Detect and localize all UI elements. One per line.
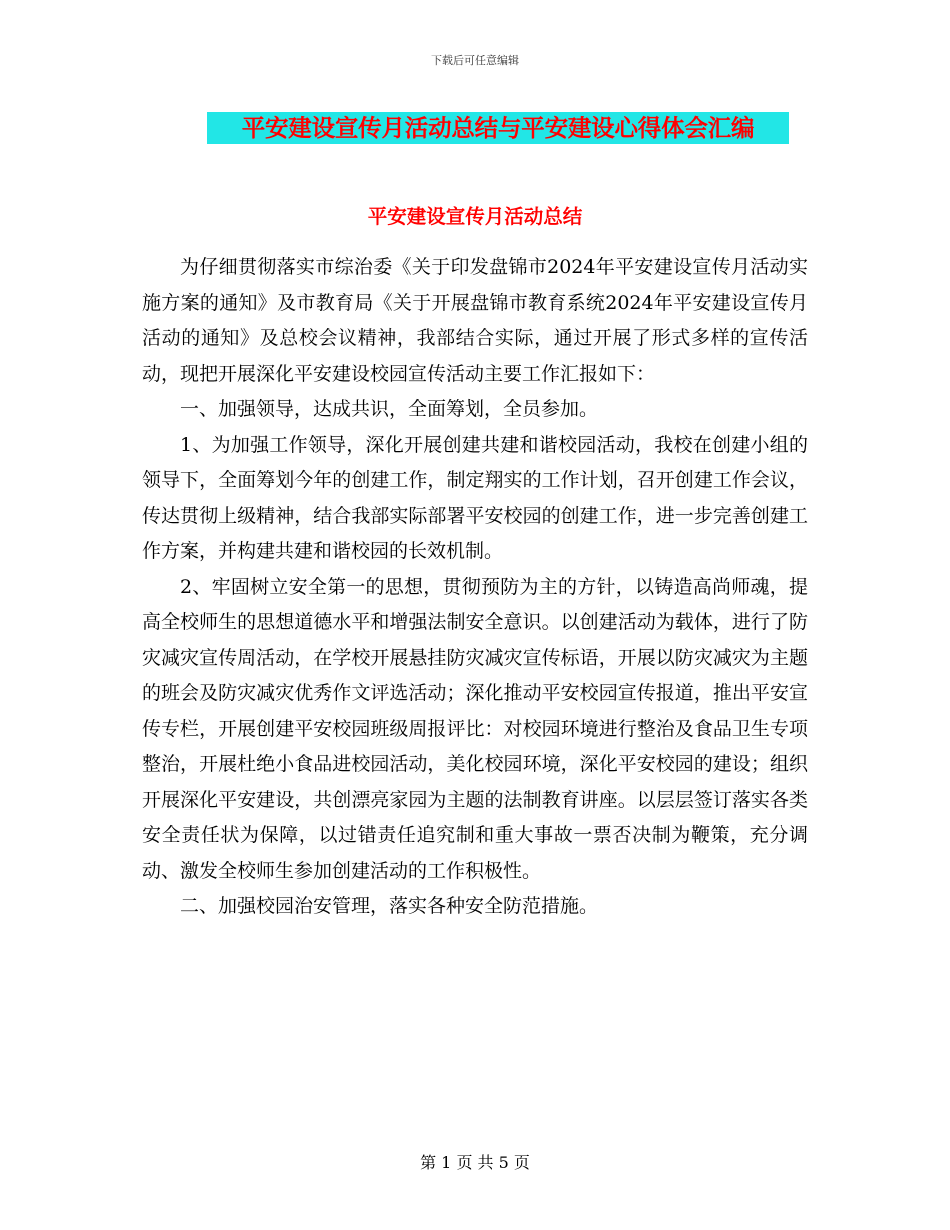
header-note: 下载后可任意编辑 bbox=[431, 54, 519, 67]
paragraph-heading-2: 二、加强校园治安管理，落实各种安全防范措施。 bbox=[180, 895, 599, 917]
paragraph-item-1: 1、为加强工作领导，深化开展创建共建和谐校园活动，我校在创建小组的领导下，全面筹划今年的创建工作，制定翔实的工作计划，召开创建工作会议，传达贯彻上级精神，结合我部实际部署平安校园的创建工作，进一步完善创建工作方案，并构建共建和谐校园的长效机制。 bbox=[142, 433, 808, 562]
section-title: 平安建设宣传月活动总结 bbox=[367, 205, 583, 228]
page-number: 第 1 页 共 5 页 bbox=[420, 1153, 530, 1172]
document-body bbox=[142, 250, 808, 925]
document-main-title: 平安建设宣传月活动总结与平安建设心得体会汇编 bbox=[207, 112, 789, 144]
paragraph-intro: 为仔细贯彻落实市综治委《关于印发盘锦市2024年平安建设宣传月活动实施方案的通知》及市教育局《关于开展盘锦市教育系统2024年平安建设宣传月活动的通知》及总校会议精神，我部结合实际，通过开展了形式多样的宣传活动，现把开展深化平安建设校园宣传活动主要工作汇报如下： bbox=[142, 256, 808, 385]
paragraph-item-2: 2、牢固树立安全第一的思想，贯彻预防为主的方针，以铸造高尚师魂，提高全校师生的思想道德水平和增强法制安全意识。以创建活动为载体，进行了防灾减灾宣传周活动，在学校开展悬挂防灾减灾宣传标语，开展以防灾减灾为主题的班会及防灾减灾优秀作文评选活动；深化推动平安校园宣传报道，推出平安宣传专栏，开展创建平安校园班级周报评比：对校园环境进行整治及食品卫生专项整治，开展杜绝小食品进校园活动，美化校园环境，深化平安校园的建设；组织开展深化平安建设，共创漂亮家园为主题的法制教育讲座。以层层签订落实各类安全责任状为保障，以过错责任追究制和重大事故一票否决制为鞭策，充分调动、激发全校师生参加创建活动的工作积极性。 bbox=[142, 575, 808, 882]
paragraph-heading-1: 一、加强领导，达成共识，全面筹划，全员参加。 bbox=[180, 398, 599, 420]
